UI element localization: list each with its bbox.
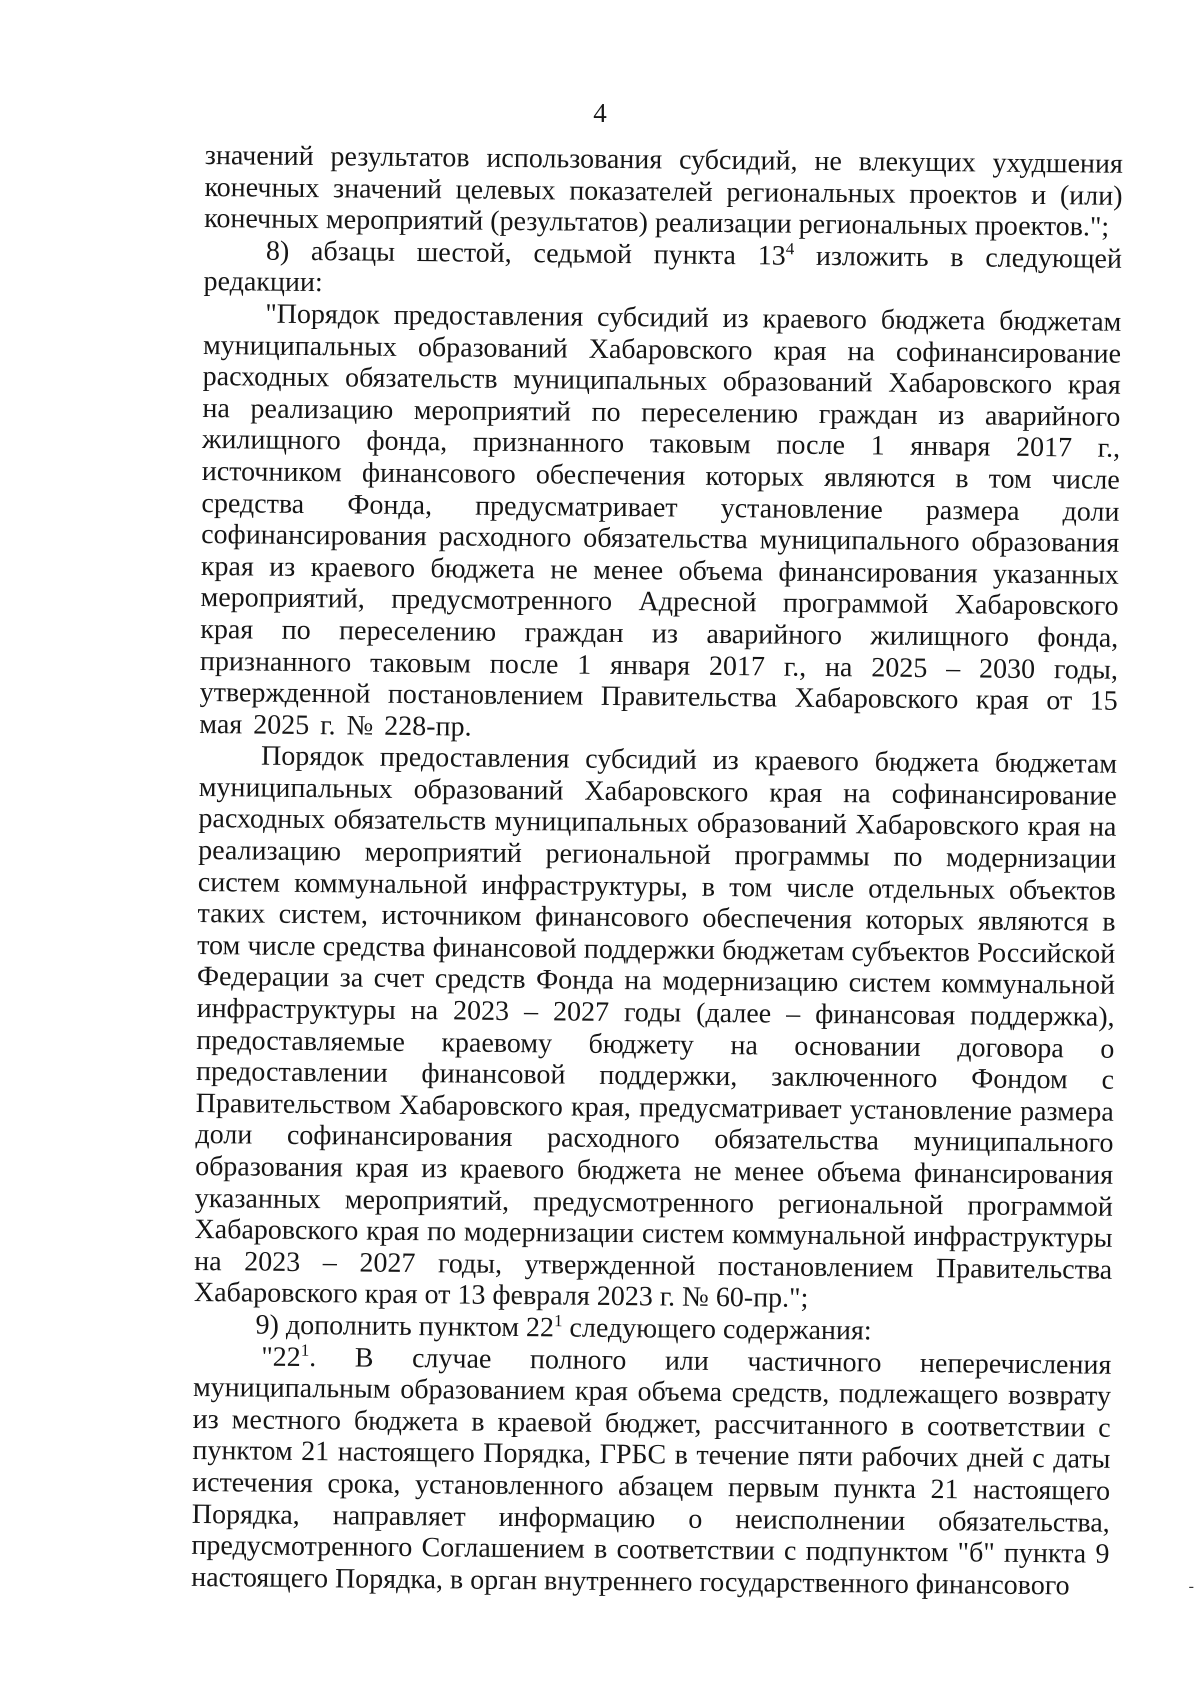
paragraph-22-1-text-end: . В случае полного или частичного неперечисления муниципальным образованием края объема средств, подлежащего возврату из местного бюджета в краевой бюджет, рассчитанного в соответствии с пунктом 21 настоящего Порядка, ГРБС в течение пяти рабочих дней с даты истечения срока, установленного абзацем первым пункта 21 настоящего Порядка, направляет информацию о неисполнении обязательства, предусмотренного Соглашением в соответствии с подпунктом "б" пункта 9 настоящего Порядка, в орган внутреннего государственного финансового	[191, 1341, 1112, 1602]
paragraph-continuation: значений результатов использования субсидий, не влекущих ухудшения конечных значений целевых показателей региональных проектов и (или) конечных мероприятий (результатов) реализации региональных проектов.";	[204, 140, 1123, 243]
paragraph-item-8	[203, 235, 1122, 307]
paragraph-item-9-text-start: 9) дополнить пунктом 22	[255, 1309, 555, 1344]
paragraph-item-8-text-start: 8) абзацы шестой, седьмой пункта 13	[265, 235, 786, 272]
page-number: 4	[593, 98, 607, 128]
paragraph-22-1-superscript: 1	[300, 1340, 310, 1360]
paragraph-quoted-infrastructure: Порядок предоставления субсидий из краевого бюджета бюджетам муниципальных образований Хабаровского края на софинансирование расходных обязательств муниципальных образований Хабаровского края на реализацию мероприятий региональной программы по модернизации систем коммунальной инфраструктуры, в том числе отдельных объектов таких систем, источником финансового обеспечения которых являются в том числе средства финансовой поддержки бюджетам субъектов Российской Федерации за счет средств Фонда на модернизацию систем коммунальной инфраструктуры на 2023 – 2027 годы (далее – финансовая поддержка), предоставляемые краевому бюджету на основании договора о предоставлении финансовой поддержки, заключенного Фондом с Правительством Хабаровского края, предусматривает установление размера доли софинансирования расходного обязательства муниципального образования края из краевого бюджета не менее объема финансирования указанных мероприятий, предусмотренного региональной программой Хабаровского края по модернизации систем коммунальной инфраструктуры на 2023 – 2027 годы, утвержденной постановлением Правительства Хабаровского края от 13 февраля 2023 г. № 60-пр.";	[193, 740, 1118, 1315]
paragraph-item-9-superscript: 1	[553, 1311, 563, 1331]
paragraph-quoted-22-1	[191, 1341, 1111, 1603]
scan-edge-mark: -	[1188, 1578, 1194, 1595]
paragraph-item-8-superscript: 4	[785, 239, 795, 259]
paragraph-item-8-text-end: изложить в следующей редакции:	[203, 240, 1123, 299]
paragraph-quoted-resettlement: "Порядок предоставления субсидий из краевого бюджета бюджетам муниципальных образований Хабаровского края на софинансирование расходных обязательств муниципальных образований Хабаровского края на реализацию мероприятий по переселению граждан из аварийного жилищного фонда, признанного таковым после 1 января 2017 г., источником финансового обеспечения которых являются в том числе средства Фонда, предусматривает установление размера доли софинансирования расходного обязательства муниципального образования края из краевого бюджета не менее объема финансирования указанных мероприятий, предусмотренного Адресной программой Хабаровского края по переселению граждан из аварийного жилищного фонда, признанного таковым после 1 января 2017 г., на 2025 – 2030 годы, утвержденной постановлением Правительства Хабаровского края от 15 мая 2025 г. № 228-пр.	[199, 298, 1122, 743]
document-body	[191, 140, 1123, 1602]
paragraph-item-9-text-end: следующего содержания:	[562, 1312, 872, 1347]
paragraph-22-1-text-start: "22	[261, 1341, 301, 1373]
